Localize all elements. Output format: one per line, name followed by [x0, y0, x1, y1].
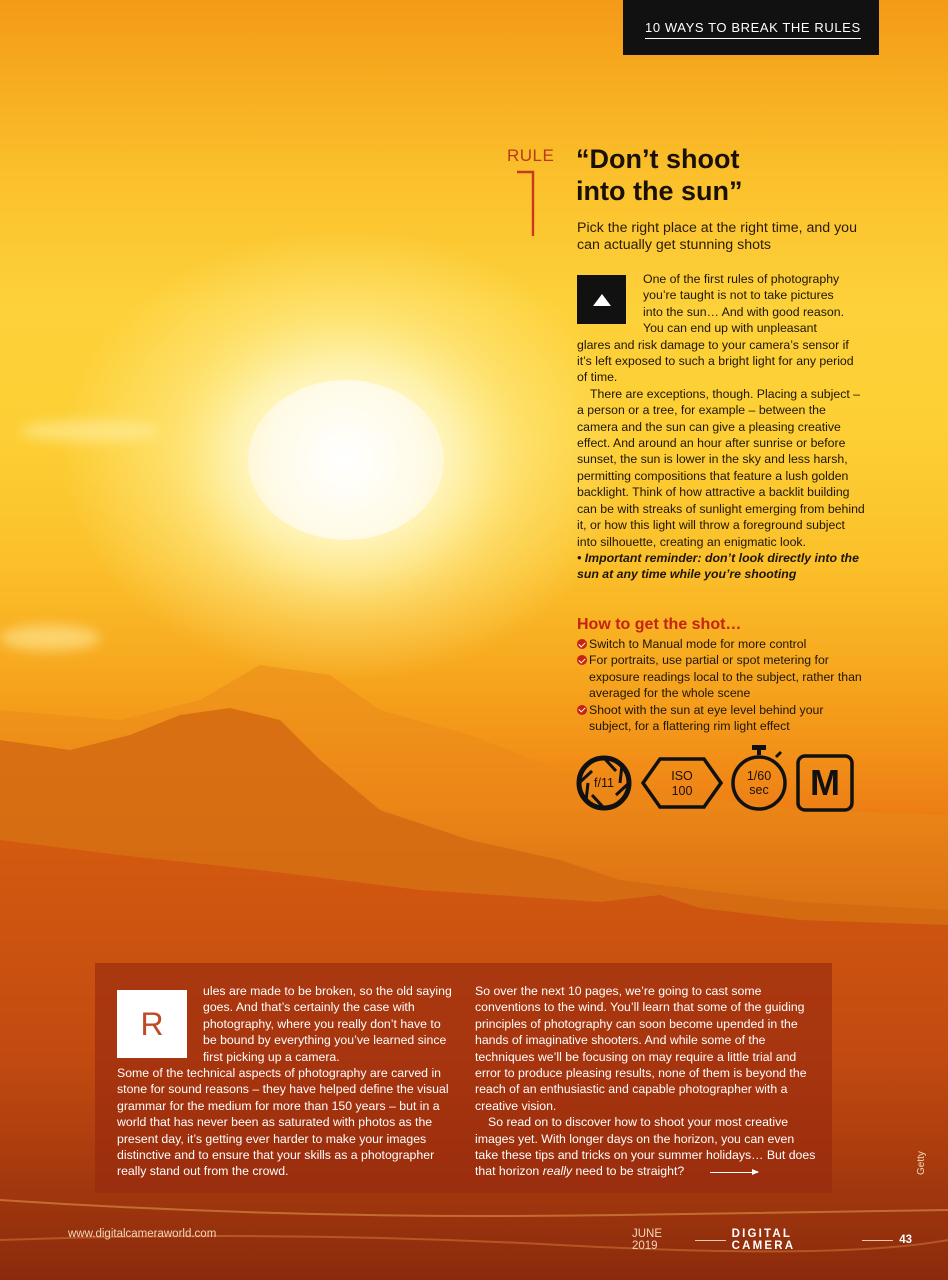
- cloud-left: [20, 420, 160, 442]
- check-icon: [577, 655, 587, 665]
- intro-col2-paragraph-1: So over the next 10 pages, we’re going to cast some conventions to the wind. You’ll learn that some of the guiding principles of photography can soon become upended in the hands of imaginative shooters. And while some of the techniques we’ll be focusing on may require a little trial and error to produce pleasing results, none of them is beyond the reach of an enthusiastic and capable photographer with a creative vision.: [475, 984, 807, 1113]
- rule-number-1: [515, 170, 537, 238]
- body-paragraph-2: There are exceptions, though. Placing a subject – a person or a tree, for example – between the camera and the sun can give a pleasing creative effect. And around an hour after sunrise or before sunset, the sun is lower in the sky and less harsh, permitting compositions that feature a lush golden backlight. Think of how attractive a backlit building can be with streaks of sunlight emerging from behind it, or how this light will throw a foreground subject into silhouette, creating an enigmatic look.: [577, 386, 865, 549]
- intro-lead: ules are made to be broken, so the old saying goes. And that’s certainly the case with photography, where you really don’t have to be bound by everything you’ve learned since first picking up a camera.: [203, 984, 452, 1064]
- title-line-2: into the sun”: [576, 176, 743, 206]
- footer-magazine: DIGITAL CAMERA: [731, 1228, 796, 1252]
- camera-settings: [576, 745, 866, 815]
- iso-value: 100: [671, 784, 693, 798]
- sun: [248, 380, 444, 540]
- tip-text: Switch to Manual mode for more control: [589, 637, 807, 651]
- shutter-unit: sec: [749, 783, 769, 797]
- intro-p2-end: need to be straight?: [572, 1164, 685, 1179]
- footer-url[interactable]: www.digitalcameraworld.com: [68, 1228, 217, 1240]
- footer-folio: [632, 1228, 912, 1252]
- photo-credit: Getty: [916, 1151, 927, 1175]
- tip-item: [577, 636, 867, 652]
- tip-text: Shoot with the sun at eye level behind your subject, for a flattering rim light effect: [589, 702, 824, 734]
- body-paragraph-1-rest: glares and risk damage to your camera’s sensor if it’s left exposed to such a bright light for any period of time.: [577, 337, 854, 385]
- tips-list: [577, 636, 867, 734]
- article-title: [576, 143, 836, 207]
- intro-col1-rest: Some of the technical aspects of photography are carved in stone for sound reasons – they have helped define the visual grammar for the medium for more than 150 years – but in a world that has never been as saturated with photos as the present day, it’s getting ever harder to make your images distinctive and to ensure that your skills as a photographer really stand out from the crowd.: [117, 1066, 449, 1179]
- intro-column-1: [117, 983, 457, 1180]
- footer-divider: [862, 1240, 893, 1241]
- tip-item: [577, 652, 867, 701]
- article-body: [577, 271, 867, 583]
- body-line: You can end up with unpleasant: [643, 321, 817, 336]
- intro-p2-emphasis: really: [542, 1164, 573, 1179]
- section-tab: [623, 0, 879, 55]
- iso-icon: [640, 756, 724, 810]
- tip-item: [577, 702, 867, 735]
- important-reminder: • Important reminder: don’t look directly into the sun at any time while you’re shooting: [577, 550, 859, 582]
- mode-value: M: [810, 762, 840, 803]
- footer-date: JUNE 2019: [632, 1228, 663, 1252]
- aperture-value: f/11: [594, 776, 614, 790]
- section-tab-label: 10 WAYS TO BREAK THE RULES: [645, 20, 861, 39]
- shutter-value: 1/60: [746, 769, 772, 783]
- how-to-title: How to get the shot…: [577, 616, 742, 633]
- body-line: you’re taught is not to take pictures: [643, 288, 834, 303]
- body-line: into the sun… And with good reason.: [643, 304, 844, 319]
- body-line: One of the first rules of photography: [643, 272, 840, 286]
- tip-text: For portraits, use partial or spot metering for exposure readings local to the subject, rather than averaged for the whole scene: [589, 653, 862, 701]
- check-icon: [577, 705, 587, 715]
- intro-col2-paragraph-2: [475, 1114, 820, 1180]
- page-number: 43: [899, 1234, 912, 1246]
- article-subtitle: Pick the right place at the right time, and you can actually get stunning shots: [577, 220, 857, 253]
- rule-label: RULE: [507, 146, 555, 165]
- intro-column-2: [475, 983, 820, 1180]
- title-line-1: “Don’t shoot: [576, 144, 740, 174]
- arrow-right-icon: [710, 1172, 758, 1173]
- drop-cap: R: [117, 990, 187, 1058]
- iso-label: ISO: [671, 769, 693, 783]
- check-icon: [577, 639, 587, 649]
- intro-p2-text: So read on to discover how to shoot your most creative images yet. With longer days on the horizon, you can even take these tips and tricks on your summer holidays… But does that horizon: [475, 1115, 816, 1179]
- footer-divider: [695, 1240, 726, 1241]
